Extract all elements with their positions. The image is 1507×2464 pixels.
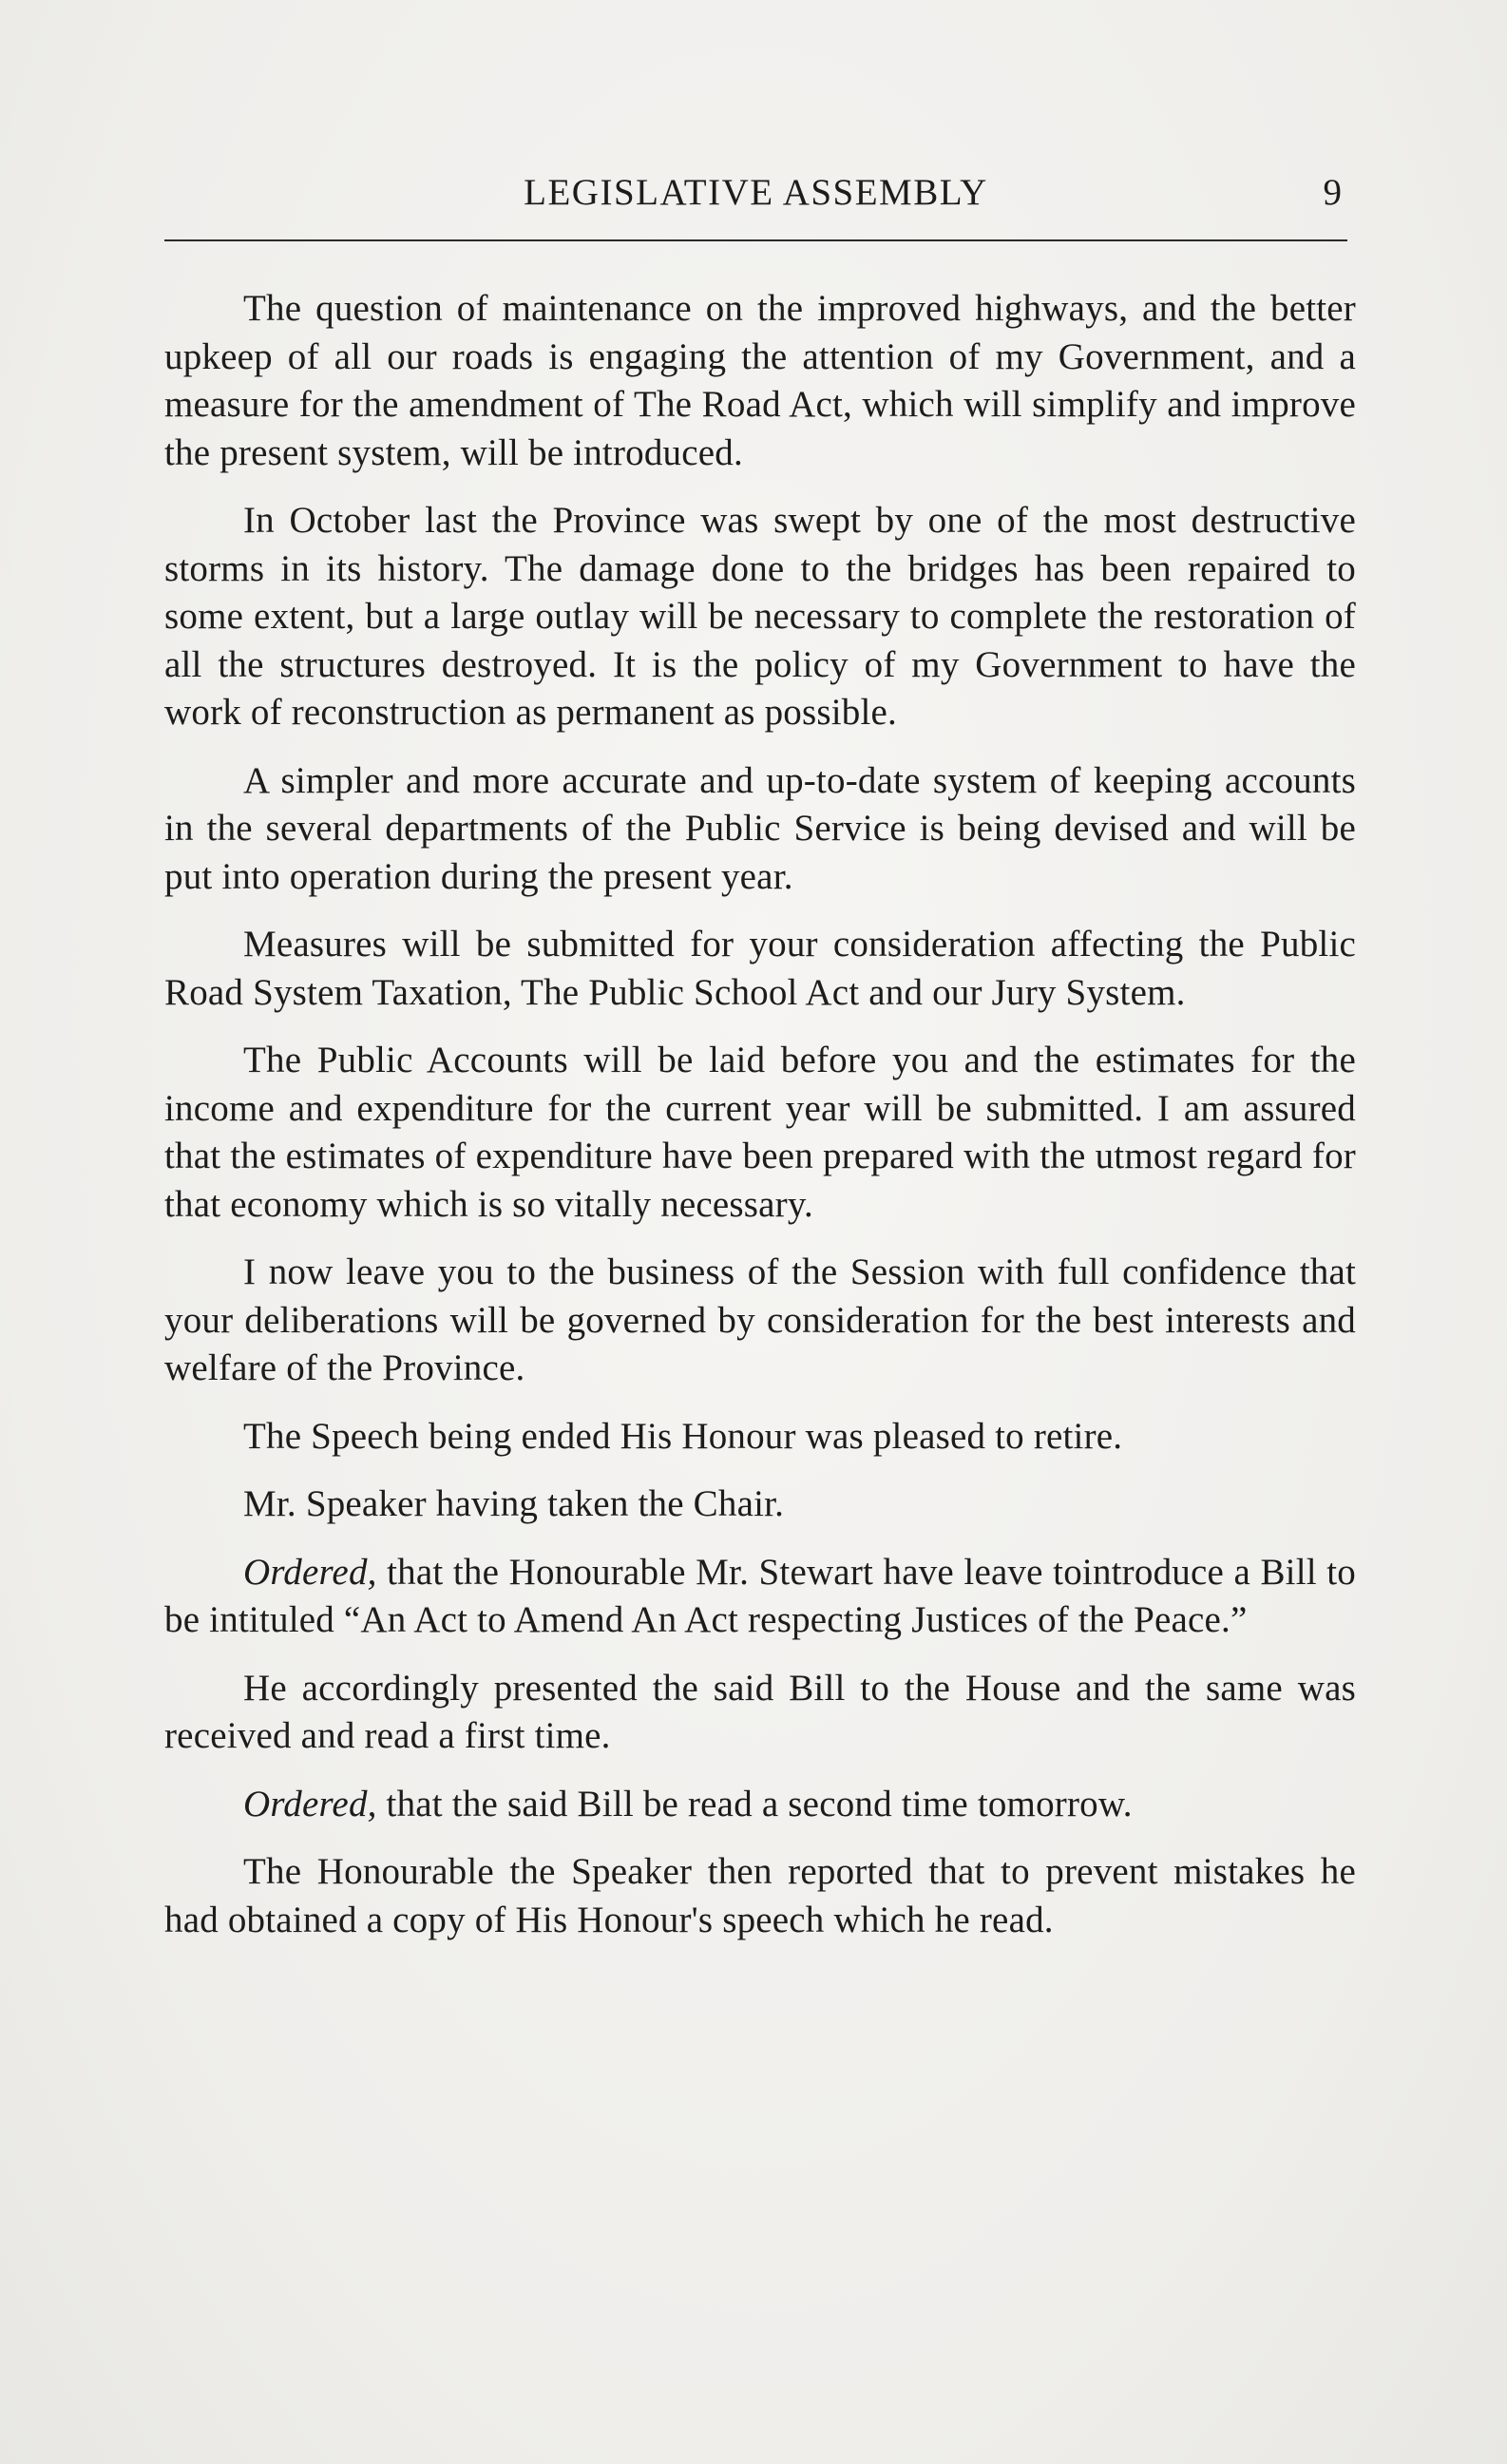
paragraph-text: The Honourable the Speaker then reported that to prevent mistakes he had obtained a copy of His Honour's speech which he read. <box>164 1851 1356 1940</box>
paragraph-speech-ended <box>164 1413 1356 1461</box>
paragraph-road-maintenance <box>164 285 1356 477</box>
paragraph-text: The Speech being ended His Honour was pleased to retire. <box>243 1415 1123 1457</box>
paragraph-order-introduce-bill <box>164 1549 1356 1645</box>
paragraph-text: that the said Bill be read a second time tomorrow. <box>376 1783 1133 1824</box>
paragraph-storm-damage <box>164 497 1356 737</box>
paragraph-measures <box>164 921 1356 1017</box>
paragraph-text: Measures will be submitted for your consideration affecting the Public Road System Taxation, The Public School Act and our Jury System. <box>164 924 1356 1013</box>
paragraph-text: I now leave you to the business of the Session with full confidence that your deliberations will be governed by consideration for the best interests and welfare of the Province. <box>164 1251 1356 1388</box>
paragraph-text: Mr. Speaker having taken the Chair. <box>243 1483 785 1524</box>
page-number: 9 <box>1323 172 1342 213</box>
paragraph-bill-presented <box>164 1665 1356 1761</box>
paragraph-order-second-reading <box>164 1781 1356 1829</box>
paragraph-accounts-system <box>164 757 1356 902</box>
body-text <box>164 285 1356 1964</box>
paragraph-session-business <box>164 1249 1356 1393</box>
paragraph-text: The question of maintenance on the improved highways, and the better upkeep of all our roads is engaging the attention of my Government, and a measure for the amendment of The Road Act, which will simplify and improve the present system, will be introduced. <box>164 288 1356 473</box>
running-head: LEGISLATIVE ASSEMBLY <box>524 172 988 213</box>
paragraph-speaker-chair <box>164 1480 1356 1529</box>
paragraph-text: that the Honourable Mr. Stewart have leave tointroduce a Bill to be intituled “An Act to Amend An Act respecting Justices of the Peace.” <box>164 1551 1356 1640</box>
paragraph-lead: Ordered, <box>243 1783 377 1824</box>
header-rule <box>164 239 1347 241</box>
paragraph-text: In October last the Province was swept by one of the most destructive storms in its history. The damage done to the bridges has been repaired to some extent, but a large outlay will be necessary to complete the restoration of all the structures destroyed. It is the policy of my Government to have the work of reconstruction as permanent as possible. <box>164 500 1356 733</box>
paragraph-text: The Public Accounts will be laid before you and the estimates for the income and expenditure for the current year will be submitted. I am assured that the estimates of expenditure have been prepared with the utmost regard for that economy which is so vitally necessary. <box>164 1040 1356 1225</box>
paragraph-text: He accordingly presented the said Bill to the House and the same was received and read a first time. <box>164 1667 1356 1756</box>
page-header <box>164 171 1347 228</box>
paragraph-speaker-report <box>164 1848 1356 1944</box>
paragraph-public-accounts <box>164 1037 1356 1229</box>
paragraph-lead: Ordered, <box>243 1551 377 1593</box>
paragraph-text: A simpler and more accurate and up-to-date system of keeping accounts in the several departments of the Public Service is being devised and will be put into operation during the present year. <box>164 759 1356 897</box>
